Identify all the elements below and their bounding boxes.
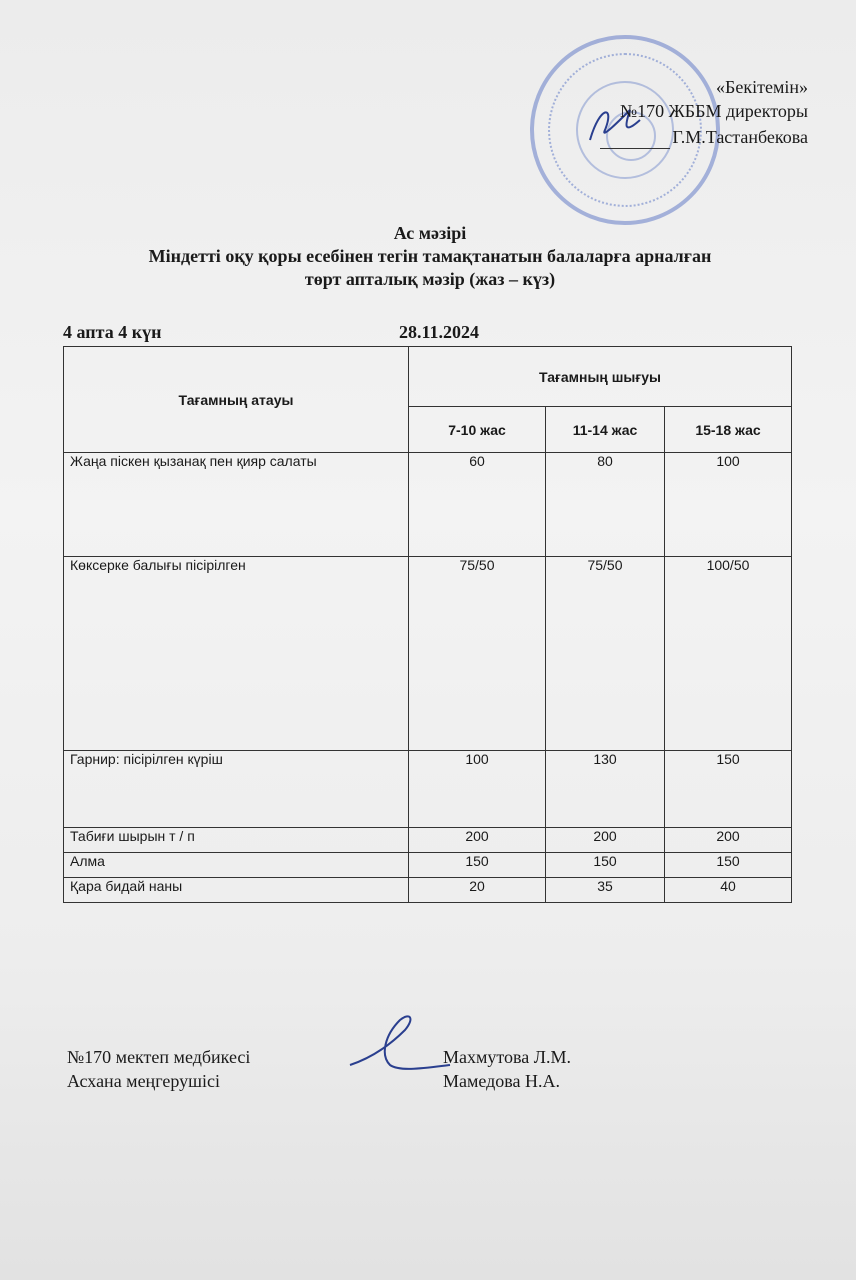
title-line-1: Ас мәзірі [393,223,467,243]
canteen-manager-role: Асхана меңгерушісі [67,1071,220,1091]
footer-names [443,1045,571,1093]
footer-roles [67,1045,250,1093]
portion-value: 75/50 [409,557,546,751]
header-age-15-18: 15-18 жас [665,407,792,453]
approval-block [600,75,808,149]
portion-value: 150 [665,853,792,878]
approval-position: №170 ЖББМ директоры [620,101,808,121]
portion-value: 20 [409,878,546,903]
nurse-role: №170 мектеп медбикесі [67,1047,251,1067]
dish-name: Алма [64,853,409,878]
dish-name: Қара бидай наны [64,878,409,903]
header-output: Тағамның шығуы [409,347,792,407]
table-row [64,878,792,903]
portion-value: 80 [546,453,665,557]
menu-table [63,346,792,903]
signature-line [600,148,670,149]
approval-heading: «Бекітемін» [716,77,808,97]
header-age-7-10: 7-10 жас [409,407,546,453]
portion-value: 100/50 [665,557,792,751]
portion-value: 150 [665,751,792,828]
portion-value: 100 [409,751,546,828]
portion-value: 130 [546,751,665,828]
portion-value: 60 [409,453,546,557]
nurse-signature [345,1010,455,1080]
portion-value: 75/50 [546,557,665,751]
portion-value: 150 [546,853,665,878]
header-age-11-14: 11-14 жас [546,407,665,453]
dish-name: Жаңа піскен қызанақ пен қияр салаты [64,453,409,557]
dish-name: Көксерке балығы пісірілген [64,557,409,751]
table-row [64,828,792,853]
portion-value: 200 [665,828,792,853]
title-line-3: төрт апталық мәзір (жаз – күз) [304,269,556,289]
table-row [64,751,792,828]
director-name: Г.М.Тастанбекова [672,127,808,147]
document-title [60,222,800,291]
portion-value: 40 [665,878,792,903]
header-dish-name: Тағамның атауы [64,347,409,453]
week-day-label: 4 апта 4 күн [63,322,162,342]
portion-value: 200 [409,828,546,853]
portion-value: 200 [546,828,665,853]
dish-name: Гарнир: пісірілген күріш [64,751,409,828]
portion-value: 100 [665,453,792,557]
portion-value: 150 [409,853,546,878]
table-row [64,557,792,751]
nurse-name: Махмутова Л.М. [443,1047,571,1067]
canteen-manager-name: Мамедова Н.А. [443,1071,561,1091]
dish-name: Табиғи шырын т / п [64,828,409,853]
table-row [64,853,792,878]
menu-date: 28.11.2024 [399,322,480,342]
table-row [64,453,792,557]
portion-value: 35 [546,878,665,903]
title-line-2: Міндетті оқу қоры есебінен тегін тамақтанатын балаларға арналған [148,246,712,266]
